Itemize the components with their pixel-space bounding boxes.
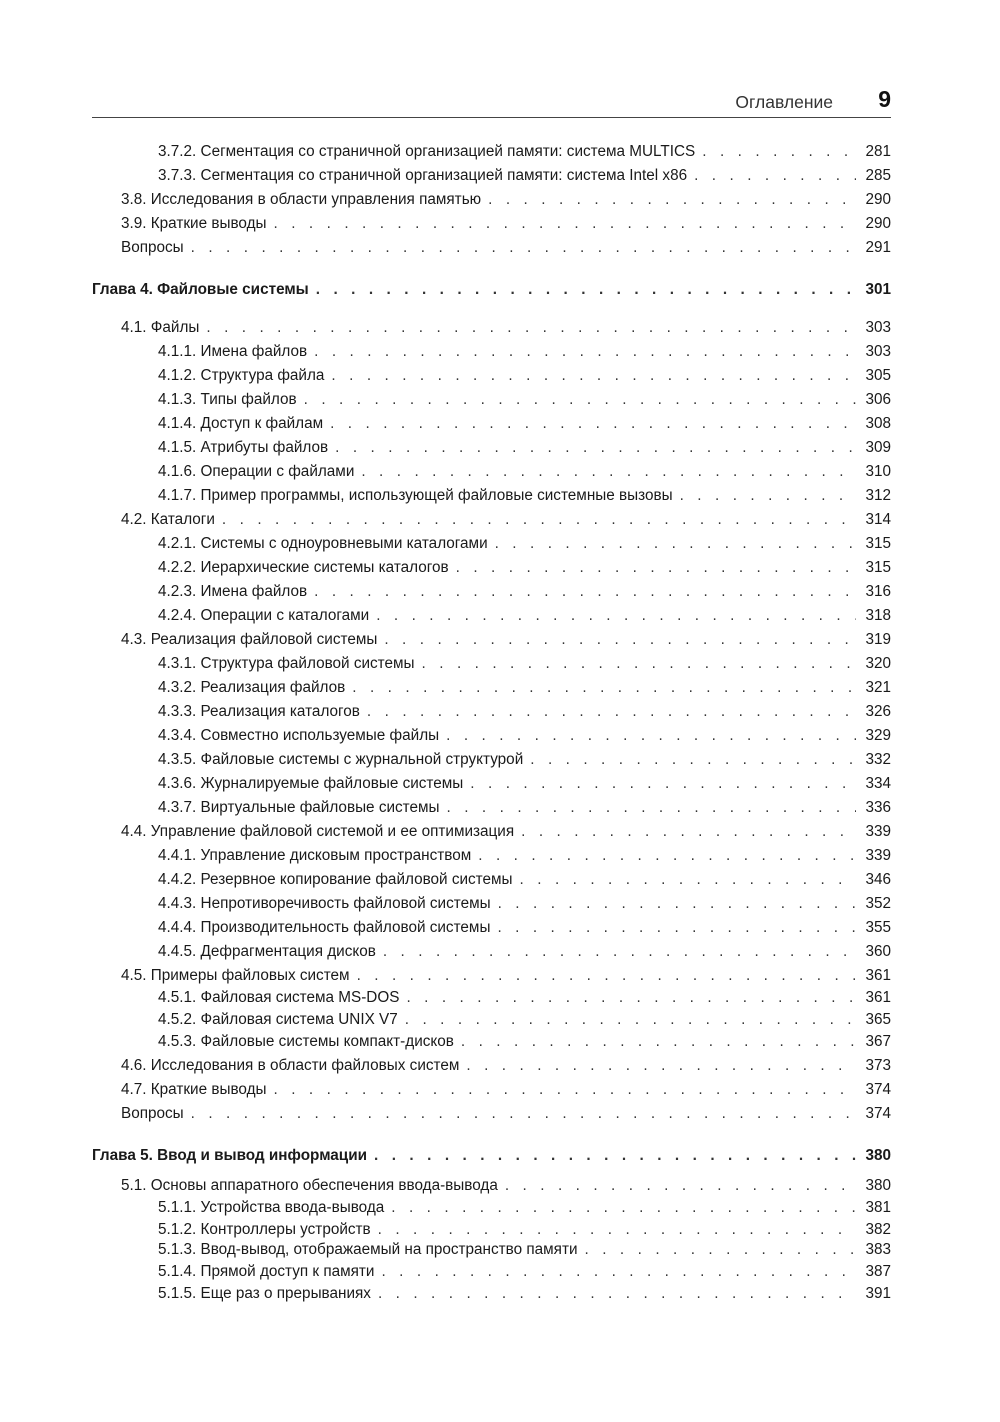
toc-entry-title: 4.4.2. Резервное копирование файловой системы (158, 871, 513, 888)
toc-chapter[interactable] (92, 1147, 891, 1169)
toc-entry-page: 291 (865, 239, 891, 256)
dot-leader (381, 1263, 856, 1281)
toc-entry-page: 319 (865, 631, 891, 648)
toc-entry-title: 4.4.4. Производительность файловой системы (158, 919, 491, 936)
toc-entry-title: 5.1. Основы аппаратного обеспечения ввода-вывода (121, 1177, 498, 1194)
dot-leader (352, 679, 856, 697)
toc-entry[interactable] (92, 727, 891, 749)
toc-entry-title: 4.7. Краткие выводы (121, 1081, 267, 1098)
toc-entry-title: 4.2.4. Операции с каталогами (158, 607, 370, 624)
toc-entry[interactable] (92, 871, 891, 893)
dot-leader (335, 439, 856, 457)
running-title: Оглавление (735, 92, 833, 112)
dot-leader (191, 1105, 856, 1123)
dot-leader (206, 319, 856, 337)
toc-entry-page: 315 (865, 559, 891, 576)
toc-entry-page: 381 (865, 1199, 891, 1216)
toc-entry-page: 352 (865, 895, 891, 912)
toc-entry-title: 4.2.2. Иерархические системы каталогов (158, 559, 449, 576)
dot-leader (585, 1241, 856, 1259)
dot-leader (378, 1221, 856, 1239)
toc-entry[interactable] (92, 703, 891, 725)
toc-entry[interactable] (92, 535, 891, 557)
toc-entry-title: Вопросы (121, 239, 184, 256)
toc-entry-title: 4.3.3. Реализация каталогов (158, 703, 360, 720)
dot-leader (274, 1081, 856, 1099)
toc-entry[interactable] (92, 167, 891, 189)
toc-entry-title: 4.3.6. Журналируемые файловые системы (158, 775, 464, 792)
dot-leader (383, 943, 856, 961)
toc-entry-title: 4.4.1. Управление дисковым пространством (158, 847, 472, 864)
toc-entry-page: 303 (865, 319, 891, 336)
toc-entry[interactable] (92, 239, 891, 261)
toc-entry[interactable] (92, 1263, 891, 1285)
dot-leader (361, 463, 856, 481)
toc-entry-title: 5.1.5. Еще раз о прерываниях (158, 1285, 371, 1302)
toc-entry-page: 290 (865, 215, 891, 232)
toc-entry-page: 303 (865, 343, 891, 360)
toc-entry[interactable] (92, 1199, 891, 1221)
toc-entry-page: 310 (865, 463, 891, 480)
toc-entry[interactable] (92, 799, 891, 821)
toc-entry[interactable] (92, 895, 891, 917)
toc-entry-page: 332 (865, 751, 891, 768)
dot-leader (191, 239, 856, 257)
toc-entry[interactable] (92, 215, 891, 237)
toc-entry-page: 334 (865, 775, 891, 792)
toc-entry[interactable] (92, 1105, 891, 1127)
toc-entry-page: 320 (865, 655, 891, 672)
toc-entry-title: 4.5. Примеры файловых систем (121, 967, 350, 984)
toc-entry-page: 391 (865, 1285, 891, 1302)
dot-leader (702, 143, 856, 161)
toc-entry[interactable] (92, 679, 891, 701)
dot-leader (470, 775, 856, 793)
toc-entry-page: 374 (865, 1081, 891, 1098)
toc-entry-page: 361 (865, 967, 891, 984)
dot-leader (488, 191, 856, 209)
toc-entry[interactable] (92, 463, 891, 485)
dot-leader (680, 487, 856, 505)
toc-entry-page: 387 (865, 1263, 891, 1280)
toc-entry[interactable] (92, 823, 891, 845)
dot-leader (466, 1057, 856, 1075)
toc-entry-title: 4.5.1. Файловая система MS-DOS (158, 989, 400, 1006)
toc-entry-page: 321 (865, 679, 891, 696)
toc-entry-title: 4.3.7. Виртуальные файловые системы (158, 799, 440, 816)
dot-leader (497, 919, 856, 937)
dot-leader (498, 895, 856, 913)
toc-entry-title: 4.2. Каталоги (121, 511, 215, 528)
toc-entry-page: 361 (865, 989, 891, 1006)
toc-entry-title: 4.1.1. Имена файлов (158, 343, 308, 360)
toc-entry-title: 4.3.4. Совместно используемые файлы (158, 727, 440, 744)
toc-entry-page: 380 (865, 1147, 891, 1164)
toc-entry-page: 308 (865, 415, 891, 432)
toc-entry[interactable] (92, 319, 891, 341)
dot-leader (461, 1033, 856, 1051)
toc-entry-page: 339 (865, 847, 891, 864)
toc-entry[interactable] (92, 415, 891, 437)
toc-entry[interactable] (92, 583, 891, 605)
toc-entry-title: 4.1.4. Доступ к файлам (158, 415, 324, 432)
toc-entry-title: 4.1.7. Пример программы, использующей файловые системные вызовы (158, 487, 673, 504)
toc-entry[interactable] (92, 631, 891, 653)
toc-entry-page: 305 (865, 367, 891, 384)
toc-entry[interactable] (92, 943, 891, 965)
toc-entry-title: 4.1.5. Атрибуты файлов (158, 439, 329, 456)
toc-entry[interactable] (92, 439, 891, 461)
toc-entry-title: 3.7.3. Сегментация со страничной организацией памяти: система Intel x86 (158, 167, 688, 184)
toc-entry[interactable] (92, 559, 891, 581)
toc-entry[interactable] (92, 1221, 891, 1243)
toc-entry[interactable] (92, 1011, 891, 1033)
dot-leader (367, 703, 856, 721)
toc-entry-title: 4.6. Исследования в области файловых систем (121, 1057, 460, 1074)
toc-entry[interactable] (92, 487, 891, 509)
toc-entry-title: 4.2.1. Системы с одноуровневыми каталогами (158, 535, 488, 552)
toc-entry-page: 346 (865, 871, 891, 888)
dot-leader (391, 1199, 856, 1217)
toc-entry-title: 5.1.4. Прямой доступ к памяти (158, 1263, 375, 1280)
toc-entry[interactable] (92, 847, 891, 869)
toc-entry-page: 301 (865, 281, 891, 298)
dot-leader (304, 391, 856, 409)
toc-entry-title: 4.3.1. Структура файловой системы (158, 655, 415, 672)
dot-leader (384, 631, 856, 649)
toc-entry-title: 4.3. Реализация файловой системы (121, 631, 378, 648)
toc-entry-page: 339 (865, 823, 891, 840)
toc-entry-title: Глава 4. Файловые системы (92, 281, 309, 298)
toc-entry-title: 4.1.3. Типы файлов (158, 391, 297, 408)
dot-leader (406, 989, 856, 1007)
dot-leader (330, 415, 856, 433)
dot-leader (530, 751, 856, 769)
dot-leader (374, 1147, 856, 1165)
toc-entry-title: 4.5.3. Файловые системы компакт-дисков (158, 1033, 454, 1050)
toc-entry[interactable] (92, 989, 891, 1011)
toc-entry[interactable] (92, 775, 891, 797)
toc-entry-title: 4.5.2. Файловая система UNIX V7 (158, 1011, 398, 1028)
toc-entry[interactable] (92, 655, 891, 677)
toc-entry-page: 374 (865, 1105, 891, 1122)
toc-entry[interactable] (92, 607, 891, 629)
toc-entry[interactable] (92, 511, 891, 533)
toc-entry-page: 285 (865, 167, 891, 184)
toc-entry-page: 309 (865, 439, 891, 456)
toc-entry-title: Глава 5. Ввод и вывод информации (92, 1147, 368, 1164)
toc-entry-page: 329 (865, 727, 891, 744)
dot-leader (422, 655, 856, 673)
toc-entry-page: 383 (865, 1241, 891, 1258)
toc-entry-title: 4.1. Файлы (121, 319, 200, 336)
toc-entry-title: 3.7.2. Сегментация со страничной организацией памяти: система MULTICS (158, 143, 696, 160)
toc-entry-page: 326 (865, 703, 891, 720)
toc-entry[interactable] (92, 1081, 891, 1103)
dot-leader (376, 607, 856, 625)
dot-leader (357, 967, 856, 985)
toc-entry-title: 4.4.3. Непротиворечивость файловой системы (158, 895, 491, 912)
toc-entry[interactable] (92, 1285, 891, 1307)
toc-entry[interactable] (92, 191, 891, 213)
dot-leader (694, 167, 856, 185)
dot-leader (495, 535, 856, 553)
toc-entry-page: 316 (865, 583, 891, 600)
header-rule (92, 117, 891, 118)
dot-leader (447, 799, 856, 817)
toc-entry-title: 4.2.3. Имена файлов (158, 583, 308, 600)
toc-entry[interactable] (92, 751, 891, 773)
dot-leader (274, 215, 856, 233)
toc-entry-title: 4.1.6. Операции с файлами (158, 463, 355, 480)
toc-entry-page: 306 (865, 391, 891, 408)
toc-entry-title: 4.4.5. Дефрагментация дисков (158, 943, 376, 960)
toc-entry[interactable] (92, 143, 891, 165)
dot-leader (520, 871, 856, 889)
toc-entry-page: 360 (865, 943, 891, 960)
dot-leader (405, 1011, 856, 1029)
toc-entry-page: 318 (865, 607, 891, 624)
dot-leader (316, 281, 856, 299)
page-header (92, 84, 891, 116)
toc-entry[interactable] (92, 919, 891, 941)
page-number: 9 (878, 86, 891, 112)
toc-entry-title: 5.1.1. Устройства ввода-вывода (158, 1199, 385, 1216)
toc-entry[interactable] (92, 1033, 891, 1055)
toc-entry[interactable] (92, 967, 891, 989)
dot-leader (521, 823, 856, 841)
toc-entry-page: 355 (865, 919, 891, 936)
toc-entry-page: 380 (865, 1177, 891, 1194)
toc-entry-page: 336 (865, 799, 891, 816)
toc-entry-page: 382 (865, 1221, 891, 1238)
toc-entry-title: Вопросы (121, 1105, 184, 1122)
toc-entry-page: 314 (865, 511, 891, 528)
toc-entry[interactable] (92, 343, 891, 365)
toc-entry-page: 315 (865, 535, 891, 552)
dot-leader (222, 511, 856, 529)
toc-entry-title: 3.9. Краткие выводы (121, 215, 267, 232)
dot-leader (456, 559, 856, 577)
dot-leader (478, 847, 856, 865)
toc-entry-title: 4.3.2. Реализация файлов (158, 679, 346, 696)
toc-entry[interactable] (92, 391, 891, 413)
dot-leader (331, 367, 856, 385)
toc-entry[interactable] (92, 1177, 891, 1199)
toc-entry[interactable] (92, 1057, 891, 1079)
toc-entry[interactable] (92, 367, 891, 389)
toc-entry-title: 5.1.2. Контроллеры устройств (158, 1221, 371, 1238)
toc-entry-title: 4.1.2. Структура файла (158, 367, 325, 384)
dot-leader (446, 727, 856, 745)
dot-leader (378, 1285, 856, 1303)
toc-entry-page: 367 (865, 1033, 891, 1050)
toc-entry-page: 290 (865, 191, 891, 208)
toc-entry-title: 5.1.3. Ввод-вывод, отображаемый на пространство памяти (158, 1241, 578, 1258)
dot-leader (505, 1177, 856, 1195)
toc-entry-page: 281 (865, 143, 891, 160)
toc-entry-page: 312 (865, 487, 891, 504)
toc-entry-title: 3.8. Исследования в области управления памятью (121, 191, 482, 208)
toc-entry-page: 365 (865, 1011, 891, 1028)
toc-entry-title: 4.4. Управление файловой системой и ее оптимизация (121, 823, 515, 840)
dot-leader (314, 343, 856, 361)
dot-leader (314, 583, 856, 601)
toc-entry-title: 4.3.5. Файловые системы с журнальной структурой (158, 751, 524, 768)
toc-chapter[interactable] (92, 281, 891, 303)
toc-entry[interactable] (92, 1241, 891, 1263)
toc-entry-page: 373 (865, 1057, 891, 1074)
